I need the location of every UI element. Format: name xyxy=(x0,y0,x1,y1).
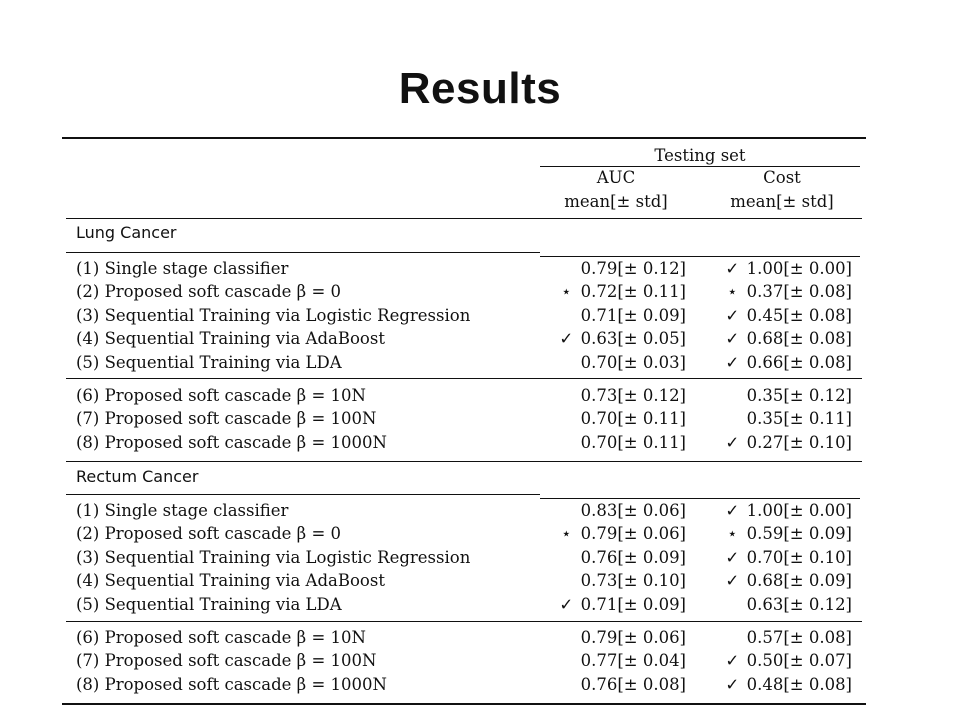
cost-value: 0.50[± 0.07] xyxy=(746,651,852,671)
row-label: (1) Single stage classifier xyxy=(76,501,289,520)
rule-testing-set xyxy=(540,166,860,167)
auc-cell xyxy=(540,500,686,522)
auc-cell xyxy=(540,408,686,430)
cost-cell xyxy=(700,650,852,672)
star-mark-icon: ⋆ xyxy=(727,282,738,302)
cost-cell xyxy=(700,570,852,592)
star-mark-icon: ⋆ xyxy=(561,282,572,302)
cost-value: 1.00[± 0.00] xyxy=(746,259,852,278)
cost-cell xyxy=(700,594,852,616)
auc-cell xyxy=(540,523,686,545)
check-mark-icon: ✓ xyxy=(725,674,740,694)
row-label: (7) Proposed soft cascade β = 100N xyxy=(76,409,377,429)
auc-value: 0.79[± 0.06] xyxy=(580,524,686,544)
auc-cell xyxy=(540,594,686,616)
check-mark-icon: ✓ xyxy=(725,432,740,452)
star-mark-icon: ⋆ xyxy=(727,524,738,544)
auc-cell xyxy=(540,570,686,592)
row-label: (6) Proposed soft cascade β = 10N xyxy=(76,628,366,647)
cost-value: 0.35[± 0.11] xyxy=(746,409,852,429)
check-mark-icon: ✓ xyxy=(725,259,740,278)
section-title: Lung Cancer xyxy=(76,223,177,242)
auc-value: 0.70[± 0.11] xyxy=(580,432,686,452)
check-mark-icon: ✓ xyxy=(725,547,740,567)
check-mark-icon: ✓ xyxy=(559,594,574,614)
auc-value: 0.71[± 0.09] xyxy=(580,594,686,614)
cost-cell xyxy=(700,328,852,350)
auc-cell xyxy=(540,328,686,350)
auc-value: 0.72[± 0.11] xyxy=(580,282,686,302)
cost-cell xyxy=(700,627,852,649)
rule-rectum-values xyxy=(540,498,860,499)
cost-value: 0.35[± 0.12] xyxy=(746,386,852,405)
row-label: (5) Sequential Training via LDA xyxy=(76,352,342,372)
auc-cell xyxy=(540,352,686,374)
cost-cell xyxy=(700,305,852,327)
rule-lung-group xyxy=(66,378,862,379)
check-mark-icon: ✓ xyxy=(559,329,574,349)
auc-value: 0.83[± 0.06] xyxy=(580,501,686,520)
auc-cell xyxy=(540,281,686,303)
check-mark-icon: ✓ xyxy=(725,329,740,349)
cost-value: 0.63[± 0.12] xyxy=(746,594,852,614)
rule-rectum-name xyxy=(66,494,540,495)
section-title: Rectum Cancer xyxy=(76,467,199,486)
header-testing-set: Testing set xyxy=(654,146,746,165)
cost-value: 0.70[± 0.10] xyxy=(746,547,852,567)
rule-lung-end xyxy=(66,461,862,462)
cost-cell xyxy=(700,523,852,545)
row-label: (3) Sequential Training via Logistic Regression xyxy=(76,305,471,325)
row-label: (2) Proposed soft cascade β = 0 xyxy=(76,282,342,302)
header-cost-stat: mean[± std] xyxy=(730,192,834,211)
auc-value: 0.73[± 0.12] xyxy=(580,386,686,405)
auc-value: 0.77[± 0.04] xyxy=(580,651,686,671)
rule-header xyxy=(66,218,862,219)
header-cost: Cost xyxy=(763,168,801,187)
auc-value: 0.76[± 0.09] xyxy=(580,547,686,567)
row-label: (1) Single stage classifier xyxy=(76,259,289,278)
check-mark-icon: ✓ xyxy=(725,352,740,372)
cost-value: 0.37[± 0.08] xyxy=(746,282,852,302)
check-mark-icon: ✓ xyxy=(725,571,740,591)
auc-cell xyxy=(540,385,686,407)
row-label: (4) Sequential Training via AdaBoost xyxy=(76,329,385,349)
rule-top xyxy=(62,137,866,139)
cost-cell xyxy=(700,385,852,407)
row-label: (2) Proposed soft cascade β = 0 xyxy=(76,524,342,544)
auc-value: 0.79[± 0.12] xyxy=(580,259,686,278)
check-mark-icon: ✓ xyxy=(725,651,740,671)
cost-cell xyxy=(700,258,852,280)
cost-cell xyxy=(700,674,852,696)
row-label: (8) Proposed soft cascade β = 1000N xyxy=(76,432,387,452)
auc-value: 0.71[± 0.09] xyxy=(580,305,686,325)
auc-value: 0.73[± 0.10] xyxy=(580,571,686,591)
auc-cell xyxy=(540,674,686,696)
cost-value: 0.45[± 0.08] xyxy=(746,305,852,325)
cost-value: 0.68[± 0.09] xyxy=(746,571,852,591)
auc-cell xyxy=(540,627,686,649)
auc-value: 0.79[± 0.06] xyxy=(580,628,686,647)
row-label: (3) Sequential Training via Logistic Regression xyxy=(76,547,471,567)
cost-value: 1.00[± 0.00] xyxy=(746,501,852,520)
cost-cell xyxy=(700,408,852,430)
header-auc-stat: mean[± std] xyxy=(564,192,668,211)
cost-value: 0.66[± 0.08] xyxy=(746,352,852,372)
star-mark-icon: ⋆ xyxy=(561,524,572,544)
check-mark-icon: ✓ xyxy=(725,501,740,520)
cost-value: 0.48[± 0.08] xyxy=(746,674,852,694)
page-title: Results xyxy=(398,64,562,113)
auc-value: 0.76[± 0.08] xyxy=(580,674,686,694)
check-mark-icon: ✓ xyxy=(725,305,740,325)
header-auc: AUC xyxy=(596,168,636,187)
auc-value: 0.63[± 0.05] xyxy=(580,329,686,349)
rule-bottom xyxy=(62,703,866,705)
auc-cell xyxy=(540,305,686,327)
cost-cell xyxy=(700,432,852,454)
cost-value: 0.57[± 0.08] xyxy=(746,628,852,647)
auc-cell xyxy=(540,650,686,672)
cost-cell xyxy=(700,281,852,303)
cost-cell xyxy=(700,547,852,569)
auc-value: 0.70[± 0.11] xyxy=(580,409,686,429)
cost-cell xyxy=(700,500,852,522)
row-label: (7) Proposed soft cascade β = 100N xyxy=(76,651,377,671)
auc-cell xyxy=(540,258,686,280)
cost-value: 0.68[± 0.08] xyxy=(746,329,852,349)
auc-cell xyxy=(540,547,686,569)
rule-lung-values xyxy=(540,256,860,257)
row-label: (4) Sequential Training via AdaBoost xyxy=(76,571,385,591)
auc-value: 0.70[± 0.03] xyxy=(580,352,686,372)
row-label: (8) Proposed soft cascade β = 1000N xyxy=(76,674,387,694)
auc-cell xyxy=(540,432,686,454)
cost-value: 0.27[± 0.10] xyxy=(746,432,852,452)
rule-lung-name xyxy=(66,252,540,253)
cost-cell xyxy=(700,352,852,374)
row-label: (6) Proposed soft cascade β = 10N xyxy=(76,386,366,405)
row-label: (5) Sequential Training via LDA xyxy=(76,594,342,614)
cost-value: 0.59[± 0.09] xyxy=(746,524,852,544)
rule-rectum-group xyxy=(66,621,862,622)
